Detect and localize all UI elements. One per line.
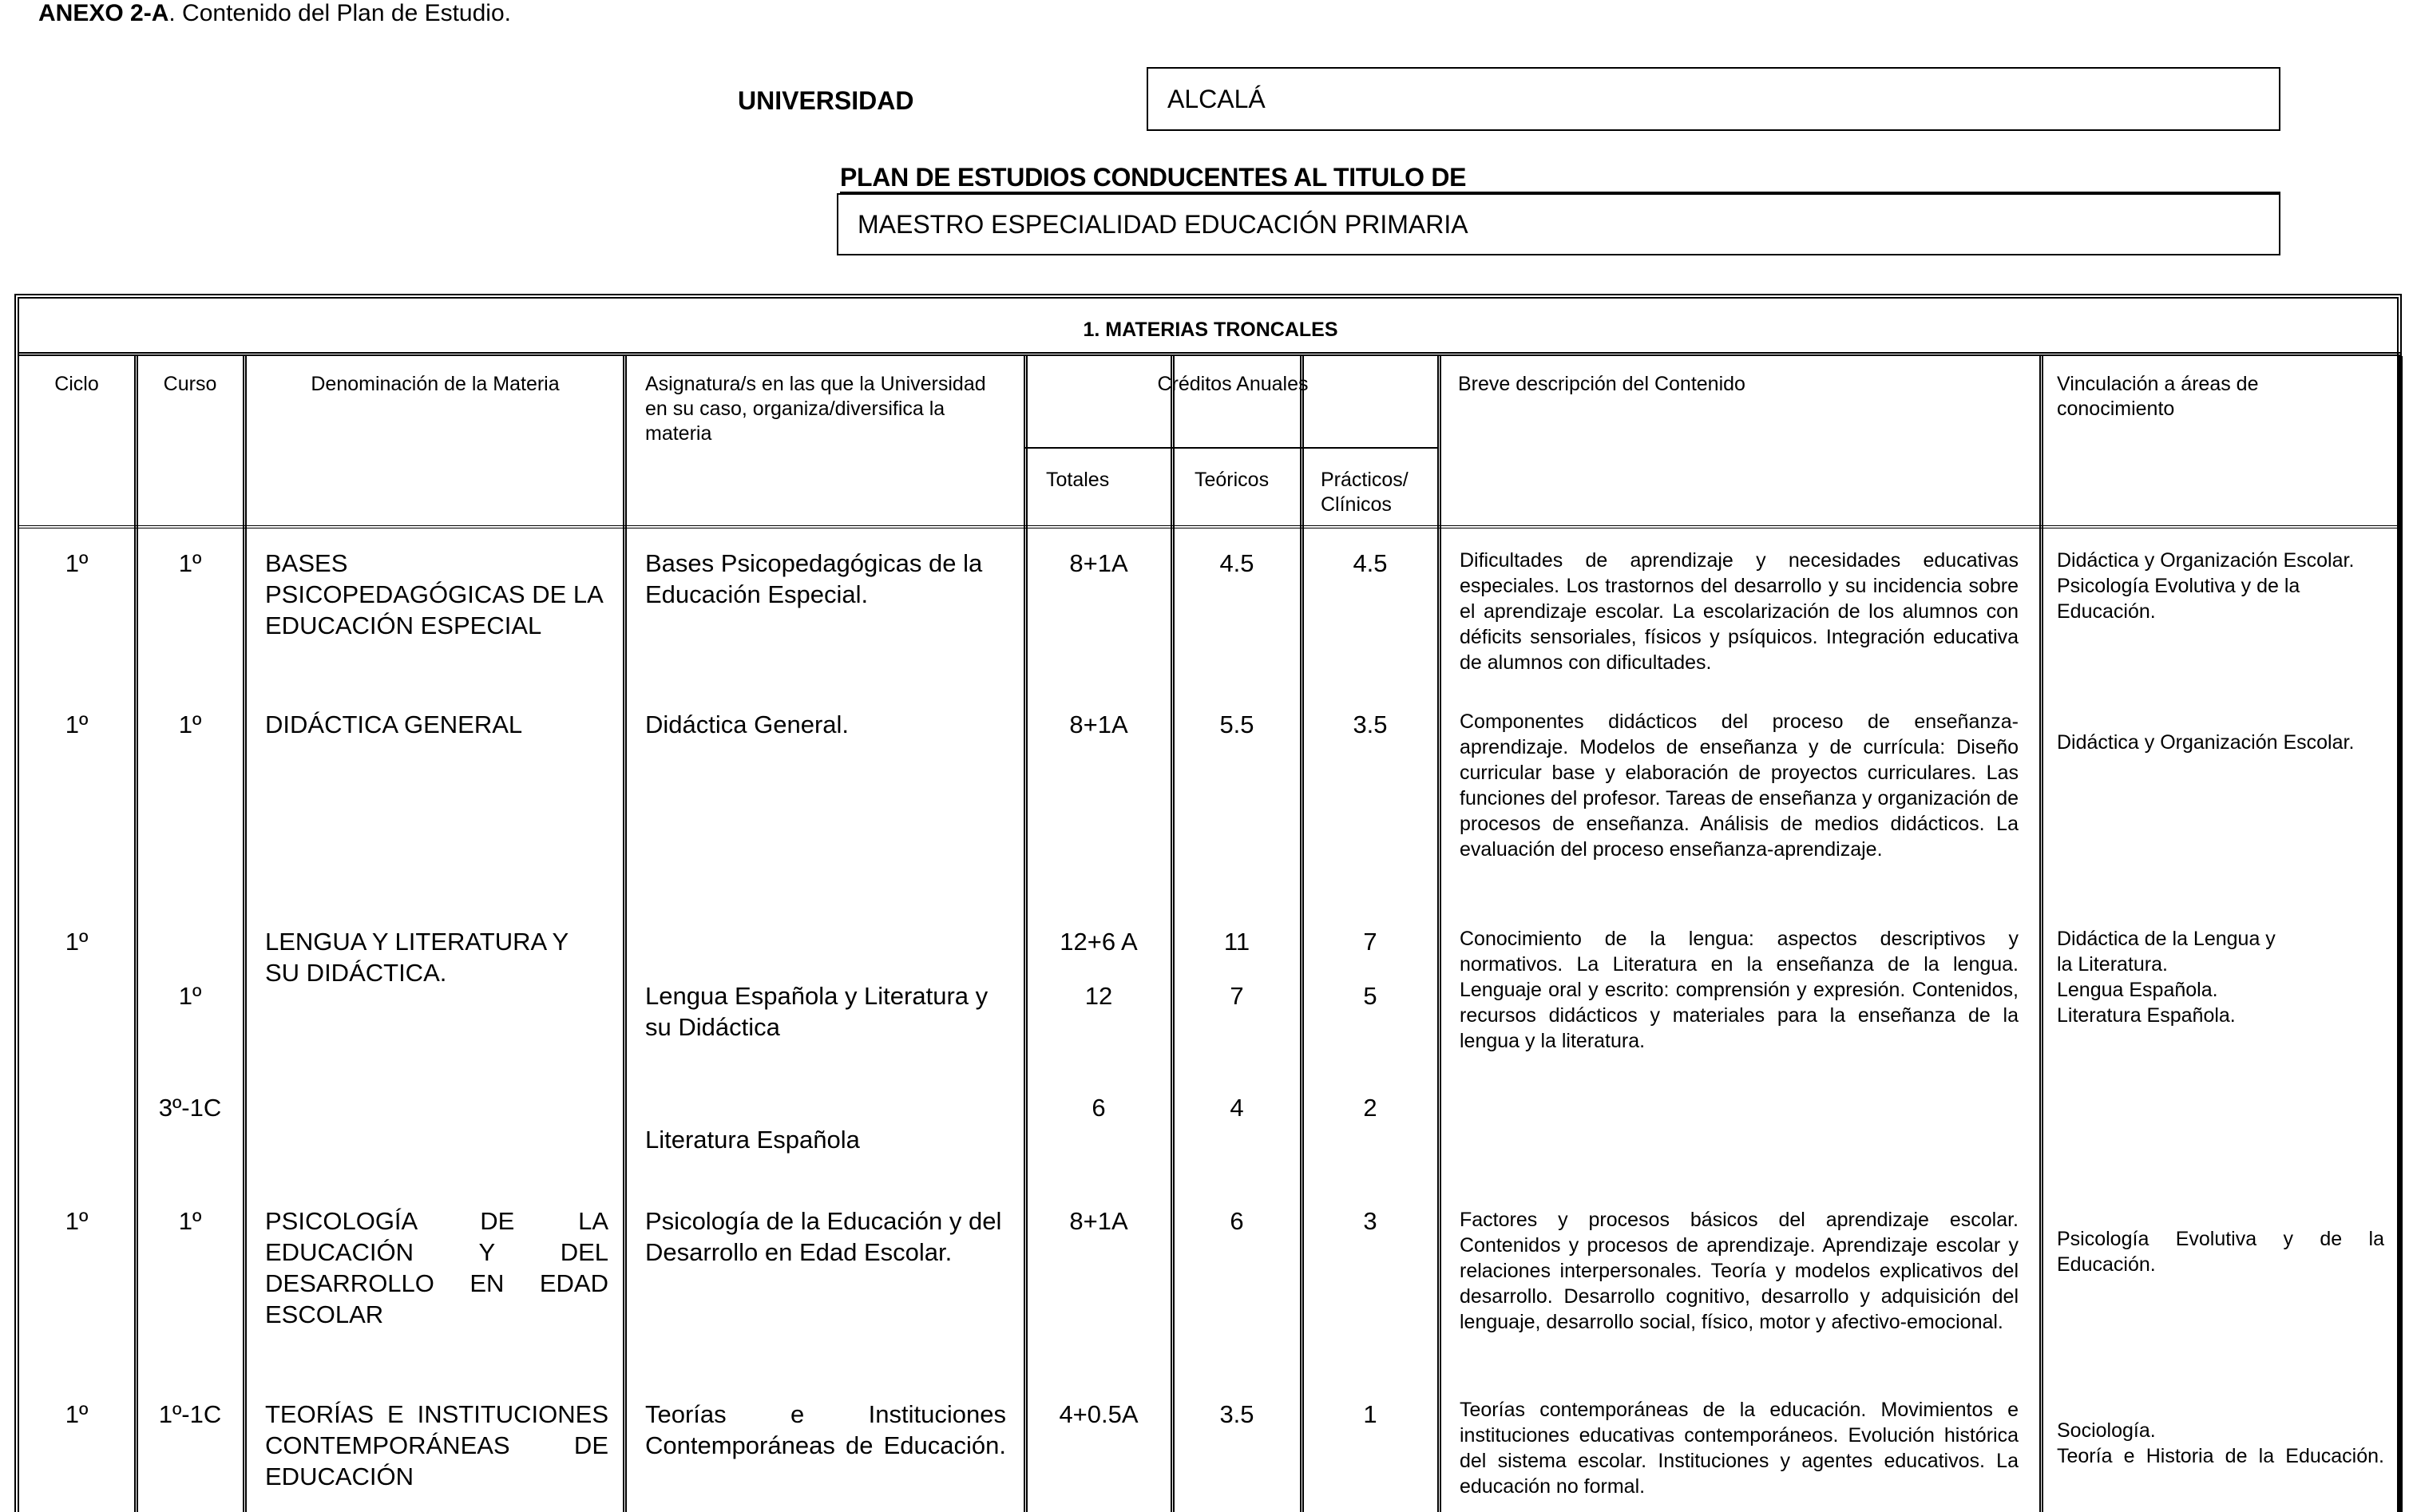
row-teoricos: 11	[1223, 928, 1250, 956]
row-descripcion: Conocimiento de la lengua: aspectos descriptivos y normativos. La Literatura en la enseñanza de la lengua. Lenguaje oral y escrito: comprensión y expresión. Contenidos, recursos didácticos y materiales para la enseñanza de la lengua y la literatura.	[1460, 928, 2019, 1052]
plan-field	[837, 193, 2280, 255]
row-totales: 12+6 A	[1060, 928, 1138, 956]
vinculacion-line: Literatura Española.	[2057, 1004, 2236, 1027]
row-materia: TEORÍAS E INSTITUCIONES CONTEMPORÁNEAS DE EDUCACIÓN	[265, 1400, 608, 1490]
row-curso: 1º-1C	[158, 1400, 222, 1428]
row-ciclo: 1º	[65, 549, 89, 577]
row-descripcion: Teorías contemporáneas de la educación. Movimientos e instituciones educativas contemporáneos. Evolución histórica del sistema escolar. Instituciones y agentes educativos. La educación no formal.	[1460, 1399, 2019, 1498]
header-curso: Curso	[163, 373, 217, 395]
column-divider	[2399, 356, 2403, 1512]
vinculacion-line: Lengua Española.	[2057, 979, 2218, 1001]
row-teoricos: 4.5	[1219, 549, 1254, 577]
header-descripcion: Breve descripción del Contenido	[1458, 373, 1745, 395]
sub-teoricos: 7	[1230, 982, 1244, 1010]
credits-subheader-line	[1025, 447, 1439, 449]
row-materia: LENGUA Y LITERATURA Y SU DIDÁCTICA.	[265, 928, 569, 987]
row-practicos: 1	[1363, 1400, 1377, 1428]
vinculacion-line: Didáctica de la Lengua y la Literatura.	[2057, 928, 2276, 976]
header-denominacion: Denominación de la Materia	[311, 373, 560, 395]
sub-asignatura: Lengua Española y Literatura y su Didáctica	[645, 982, 989, 1041]
row-practicos: 3.5	[1353, 710, 1388, 738]
sub-practicos: 5	[1363, 982, 1377, 1010]
row-materia: DIDÁCTICA GENERAL	[265, 710, 523, 738]
header-practicos: Prácticos/ Clínicos	[1321, 469, 1409, 516]
row-totales: 8+1A	[1069, 549, 1128, 577]
vinculacion-line: Sociología.	[2057, 1419, 2156, 1442]
row-ciclo: 1º	[65, 710, 89, 738]
row-vinculacion	[2057, 926, 2392, 1028]
row-totales: 8+1A	[1069, 1207, 1128, 1235]
column-divider	[2039, 356, 2043, 1512]
row-teoricos: 6	[1230, 1207, 1244, 1235]
sub-totales: 12	[1084, 982, 1113, 1010]
row-asignatura: Bases Psicopedagógicas de la Educación Especial.	[645, 549, 983, 608]
row-vinculacion: Didáctica y Organización Escolar. Psicología Evolutiva y de la Educación.	[2057, 549, 2355, 623]
header-vinculacion: Vinculación a áreas de conocimiento	[2057, 373, 2259, 420]
row-curso: 1º	[178, 1207, 202, 1235]
vinculacion-line: Teoría e Historia de la Educación.	[2057, 1445, 2384, 1467]
row-vinculacion	[2057, 1418, 2384, 1494]
row-ciclo: 1º	[65, 928, 89, 956]
sub-practicos: 2	[1363, 1094, 1377, 1122]
annex-title: ANEXO 2-A. Contenido del Plan de Estudio.	[38, 0, 511, 26]
column-divider	[1437, 356, 1441, 1512]
row-materia: BASES PSICOPEDAGÓGICAS DE LA EDUCACIÓN ESPECIAL	[265, 549, 603, 639]
row-practicos: 7	[1363, 928, 1377, 956]
header-creditos: Créditos Anuales	[1157, 373, 1309, 395]
row-vinculacion: Psicología Evolutiva y de la Educación.	[2057, 1228, 2384, 1276]
university-value: ALCALÁ	[1167, 84, 1266, 113]
sub-curso: 1º	[178, 982, 202, 1010]
row-teoricos: 5.5	[1219, 710, 1254, 738]
plan-value: MAESTRO ESPECIALIDAD EDUCACIÓN PRIMARIA	[858, 209, 1468, 239]
row-descripcion: Dificultades de aprendizaje y necesidades educativas especiales. Los trastornos del desarrollo y su incidencia sobre el aprendizaje escolar. La escolarización de los alumnos con déficits sensoriales, físicos y psíquicos. Integración educativa de alumnos con dificultades.	[1460, 549, 2019, 674]
row-practicos: 3	[1363, 1207, 1377, 1235]
header-teoricos: Teóricos	[1195, 469, 1270, 491]
row-materia: PSICOLOGÍA DE LA EDUCACIÓN Y DEL DESARROLLO EN EDAD ESCOLAR	[265, 1207, 608, 1328]
row-descripcion: Factores y procesos básicos del aprendizaje escolar. Contenidos y procesos de aprendizaje. Aprendizaje escolar y relaciones interpersonales. Teoría y modelos explicativos del desarrollo. Desarrollo cognitivo, desarrollo y adquisición del lenguaje, desarrollo social, físico, motor y afectivo-emocional.	[1460, 1209, 2019, 1333]
column-divider	[623, 356, 627, 1512]
row-ciclo: 1º	[65, 1207, 89, 1235]
row-ciclo: 1º	[65, 1400, 89, 1428]
header-ciclo: Ciclo	[54, 373, 99, 395]
row-asignatura: Psicología de la Educación y del Desarrollo en Edad Escolar.	[645, 1207, 1002, 1266]
column-divider	[134, 356, 138, 1512]
row-asignatura: Didáctica General.	[645, 710, 850, 738]
row-practicos: 4.5	[1353, 549, 1388, 577]
row-totales: 4+0.5A	[1059, 1400, 1139, 1428]
row-totales: 8+1A	[1069, 710, 1128, 738]
row-curso: 1º	[178, 710, 202, 738]
sub-teoricos: 4	[1230, 1094, 1244, 1122]
row-vinculacion: Didáctica y Organización Escolar.	[2057, 731, 2355, 754]
header-totales: Totales	[1046, 469, 1110, 491]
header-asignatura: Asignatura/s en las que la Universidad en su caso, organiza/diversifica la materia	[645, 373, 986, 445]
row-asignatura: Teorías e Instituciones Contemporáneas de Educación.	[645, 1400, 1006, 1459]
university-field	[1147, 67, 2280, 131]
table-title: 1. MATERIAS TRONCALES	[19, 311, 2402, 356]
row-descripcion: Componentes didácticos del proceso de enseñanza-aprendizaje. Modelos de enseñanza y de currícula: Diseño curricular base y elaboración de proyectos curriculares. Las funciones del profesor. Tareas de enseñanza y organización de procesos de enseñanza. Análisis de medios didácticos. La evaluación del proceso enseñanza-aprendizaje.	[1460, 710, 2019, 861]
row-teoricos: 3.5	[1219, 1400, 1254, 1428]
sub-asignatura: Literatura Española	[645, 1126, 860, 1154]
header-bottom-line	[19, 525, 2402, 528]
plan-label: PLAN DE ESTUDIOS CONDUCENTES AL TITULO DE	[840, 163, 1467, 192]
university-label: UNIVERSIDAD	[738, 86, 914, 115]
row-curso: 1º	[178, 549, 202, 577]
column-divider	[243, 356, 247, 1512]
sub-totales: 6	[1092, 1094, 1106, 1122]
sub-curso: 3º-1C	[158, 1094, 222, 1122]
